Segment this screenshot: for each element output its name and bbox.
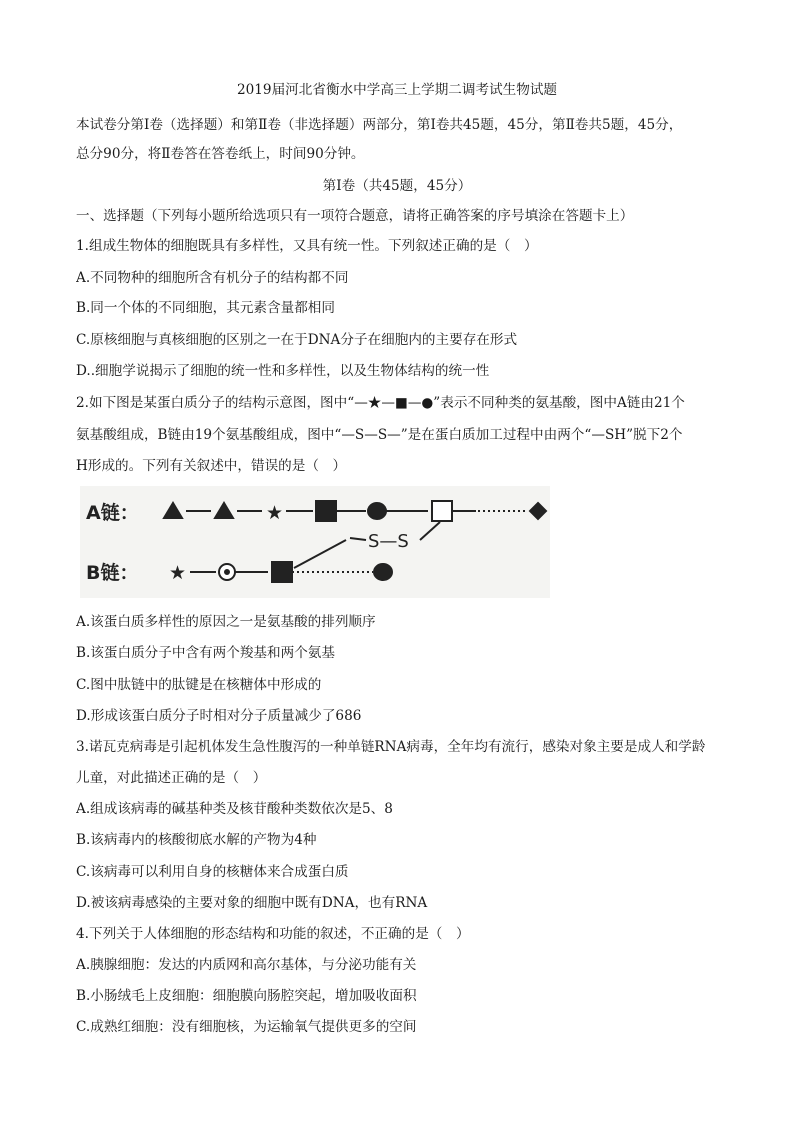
q4-option-a: A.胰腺细胞：发达的内质网和高尔基体，与分泌功能有关 xyxy=(76,957,417,973)
chain-b-label: B链： xyxy=(86,562,139,584)
q2-option-a: A.该蛋白质多样性的原因之一是氨基酸的排列顺序 xyxy=(76,614,376,630)
q2-stem-line-1: 2.如下图是某蛋白质分子的结构示意图，图中“—★—■—●”表示不同种类的氨基酸，图中A链由21个 xyxy=(76,395,685,411)
chain-a-label: A链： xyxy=(86,502,139,524)
intro-line-1: 本试卷分第Ⅰ卷（选择题）和第Ⅱ卷（非选择题）两部分，第Ⅰ卷共45题，45分，第Ⅱ卷共5题，45分， xyxy=(76,117,683,133)
open-circle-center xyxy=(225,570,229,574)
q2-option-b: B.该蛋白质分子中含有两个羧基和两个氨基 xyxy=(76,645,335,661)
q1-option-c: C.原核细胞与真核细胞的区别之一在于DNA分子在细胞内的主要存在形式 xyxy=(76,332,518,348)
star-residue: ★ xyxy=(169,562,187,584)
q2-option-d: D.形成该蛋白质分子时相对分子质量减少了686 xyxy=(76,708,362,724)
q2-stem-line-2: 氨基酸组成，B链由19个氨基酸组成，图中“—S—S—”是在蛋白质加工过程中由两个“—SH”脱下2个 xyxy=(76,427,683,443)
q2-option-c: C.图中肽链中的肽键是在核糖体中形成的 xyxy=(76,677,322,693)
open-square-residue xyxy=(432,501,452,521)
q1-stem: 1.组成生物体的细胞既具有多样性，又具有统一性。下列叙述正确的是（ ） xyxy=(76,238,538,254)
q3-option-d: D.被该病毒感染的主要对象的细胞中既有DNA，也有RNA xyxy=(76,895,428,911)
q2-stem-line-3: H形成的。下列有关叙述中，错误的是（ ） xyxy=(76,458,347,474)
circle-residue xyxy=(374,564,392,580)
q4-option-b: B.小肠绒毛上皮细胞：细胞膜向肠腔突起，增加吸收面积 xyxy=(76,988,417,1004)
part1-heading: 第Ⅰ卷（共45题，45分） xyxy=(322,178,472,194)
section1-heading: 一、选择题（下列每小题所给选项只有一项符合题意，请将正确答案的序号填涂在答题卡上） xyxy=(76,208,634,224)
q3-option-c: C.该病毒可以利用自身的核糖体来合成蛋白质 xyxy=(76,864,349,880)
circle-residue xyxy=(368,503,386,519)
q3-option-a: A.组成该病毒的碱基种类及核苷酸种类数依次是5、8 xyxy=(76,801,393,817)
exam-title: 2019届河北省衡水中学高三上学期二调考试生物试题 xyxy=(236,82,558,98)
protein-structure-diagram xyxy=(80,486,550,598)
q1-option-d: D..细胞学说揭示了细胞的统一性和多样性，以及生物体结构的统一性 xyxy=(76,363,490,379)
q3-option-b: B.该病毒内的核酸彻底水解的产物为4种 xyxy=(76,832,317,848)
square-residue xyxy=(272,562,292,582)
square-residue xyxy=(316,501,336,521)
q4-option-c: C.成熟红细胞：没有细胞核，为运输氧气提供更多的空间 xyxy=(76,1019,417,1035)
q3-stem-line-2: 儿童，对此描述正确的是（ ） xyxy=(76,770,267,786)
q1-option-a: A.不同物种的细胞所含有机分子的结构都不同 xyxy=(76,270,349,286)
disulfide-label: S—S xyxy=(368,531,409,552)
intro-line-2: 总分90分，将Ⅱ卷答在答卷纸上，时间90分钟。 xyxy=(76,146,365,162)
q3-stem-line-1: 3.诺瓦克病毒是引起机体发生急性腹泻的一种单链RNA病毒，全年均有流行，感染对象主要是成人和学龄 xyxy=(76,739,706,755)
star-residue: ★ xyxy=(266,502,284,524)
q4-stem: 4.下列关于人体细胞的形态结构和功能的叙述，不正确的是（ ） xyxy=(76,926,470,942)
q1-option-b: B.同一个体的不同细胞，其元素含量都相同 xyxy=(76,300,335,316)
